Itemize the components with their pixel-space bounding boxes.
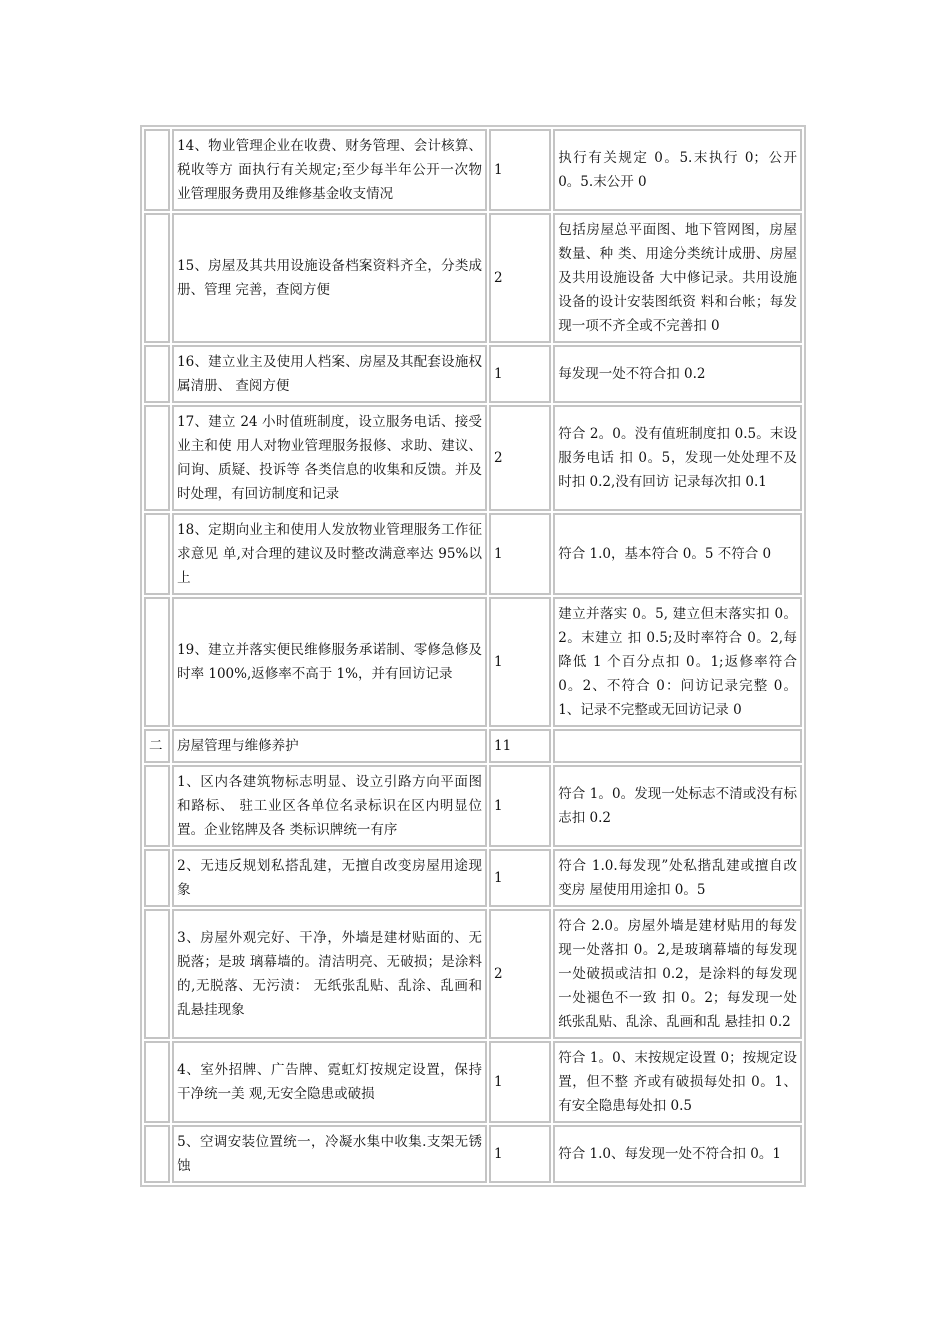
item-cell: 3、房屋外观完好、干净，外墙是建材贴面的、无脱落；是玻 璃幕墙的。清洁明亮、无破损；是涂料的,无脱落、无污渍： 无纸张乱贴、乱涂、乱画和乱悬挂现象 xyxy=(172,909,487,1039)
table-row xyxy=(144,405,802,511)
standard-cell: 每发现一处不符合扣 0.2 xyxy=(553,345,802,403)
item-cell: 5、空调安装位置统一，冷凝水集中收集.支架无锈蚀 xyxy=(172,1125,487,1183)
item-cell: 14、物业管理企业在收费、财务管理、会计核算、税收等方 面执行有关规定;至少每半年公开一次物业管理服务费用及维修基金收支情况 xyxy=(172,129,487,211)
table-row xyxy=(144,849,802,907)
table-row xyxy=(144,513,802,595)
item-cell: 16、建立业主及使用人档案、房屋及其配套设施权属清册、 查阅方便 xyxy=(172,345,487,403)
table-row xyxy=(144,1125,802,1183)
section-cell xyxy=(144,345,170,403)
standard-cell: 符合 1。0。发现一处标志不清或没有标志扣 0.2 xyxy=(553,765,802,847)
section-cell xyxy=(144,765,170,847)
section-cell xyxy=(144,597,170,727)
table-row xyxy=(144,345,802,403)
table-row xyxy=(144,213,802,343)
section-cell xyxy=(144,405,170,511)
score-cell: 1 xyxy=(489,765,551,847)
section-cell xyxy=(144,129,170,211)
standard-cell: 符合 1。0、末按规定设置 0；按规定设置，但不整 齐或有破损每处扣 0。1、有安全隐患每处扣 0.5 xyxy=(553,1041,802,1123)
standard-cell xyxy=(553,729,802,763)
item-cell: 17、建立 24 小时值班制度，设立服务电话、接受业主和使 用人对物业管理服务报修、求助、建议、问询、质疑、投诉等 各类信息的收集和反馈。并及时处理，有回访制度和记录 xyxy=(172,405,487,511)
standard-cell: 建立并落实 0。5, 建立但末落实扣 0。2。末建立 扣 0.5;及时率符合 0。2,每降低 1 个百分点扣 0。1;返修率符合 0。2、不符合 0：问访记录完整 0。1、记录不完整或无回访记录 0 xyxy=(553,597,802,727)
table-row xyxy=(144,129,802,211)
section-cell xyxy=(144,213,170,343)
score-cell: 2 xyxy=(489,405,551,511)
score-cell: 1 xyxy=(489,849,551,907)
score-cell: 1 xyxy=(489,597,551,727)
section-cell xyxy=(144,513,170,595)
item-cell: 19、建立并落实便民维修服务承诺制、零修急修及时率 100%,返修率不高于 1%，并有回访记录 xyxy=(172,597,487,727)
table-row xyxy=(144,765,802,847)
item-cell: 18、定期向业主和使用人发放物业管理服务工作征求意见 单,对合理的建议及时整改满意率达 95%以上 xyxy=(172,513,487,595)
standard-cell: 执行有关规定 0。5.末执行 0；公开 0。5.末公开 0 xyxy=(553,129,802,211)
score-cell: 1 xyxy=(489,1125,551,1183)
standard-cell: 符合 1.0、每发现一处不符合扣 0。1 xyxy=(553,1125,802,1183)
table-row xyxy=(144,909,802,1039)
section-cell xyxy=(144,1125,170,1183)
score-cell: 1 xyxy=(489,513,551,595)
standard-cell: 符合 1.0.每发现”处私揩乱建或擅自改变房 屋使用用途扣 0。5 xyxy=(553,849,802,907)
standard-cell: 符合 2.0。房屋外墙是建材贴用的每发现一处落扣 0。2,是玻璃幕墙的每发现一处破损或洁扣 0.2，是涂料的每发现一处褪色不一致 扣 0。2；每发现一处纸张乱贴、乱涂、乱画和乱 悬挂扣 0.2 xyxy=(553,909,802,1039)
item-cell: 1、区内各建筑物标志明显、设立引路方向平面图和路标、 驻工业区各单位名录标识在区内明显位置。企业铭牌及各 类标识牌统一有序 xyxy=(172,765,487,847)
scoring-table xyxy=(140,125,806,1187)
table-row xyxy=(144,597,802,727)
standard-cell: 包括房屋总平面图、地下管网图，房屋数量、种 类、用途分类统计成册、房屋及共用设施设备 大中修记录。共用设施设备的设计安装图纸资 料和台帐；每发现一项不齐全或不完善扣 0 xyxy=(553,213,802,343)
table-row xyxy=(144,729,802,763)
section-cell: 二 xyxy=(144,729,170,763)
score-cell: 1 xyxy=(489,345,551,403)
table-row xyxy=(144,1041,802,1123)
standard-cell: 符合 2。0。没有值班制度扣 0.5。末设服务电话 扣 0。5，发现一处处理不及时扣 0.2,没有回访 记录每次扣 0.1 xyxy=(553,405,802,511)
score-cell: 2 xyxy=(489,909,551,1039)
section-cell xyxy=(144,1041,170,1123)
item-cell: 15、房屋及其共用设施设备档案资料齐全，分类成册、管理 完善，查阅方便 xyxy=(172,213,487,343)
score-cell: 2 xyxy=(489,213,551,343)
section-cell xyxy=(144,909,170,1039)
score-cell: 1 xyxy=(489,129,551,211)
score-cell: 11 xyxy=(489,729,551,763)
score-cell: 1 xyxy=(489,1041,551,1123)
section-cell xyxy=(144,849,170,907)
item-cell: 4、室外招牌、广告牌、霓虹灯按规定设置，保持干净统一美 观,无安全隐患或破损 xyxy=(172,1041,487,1123)
standard-cell: 符合 1.0，基本符合 0。5 不符合 0 xyxy=(553,513,802,595)
item-cell: 2、无违反规划私搭乱建，无擅自改变房屋用途现象 xyxy=(172,849,487,907)
item-cell: 房屋管理与维修养护 xyxy=(172,729,487,763)
